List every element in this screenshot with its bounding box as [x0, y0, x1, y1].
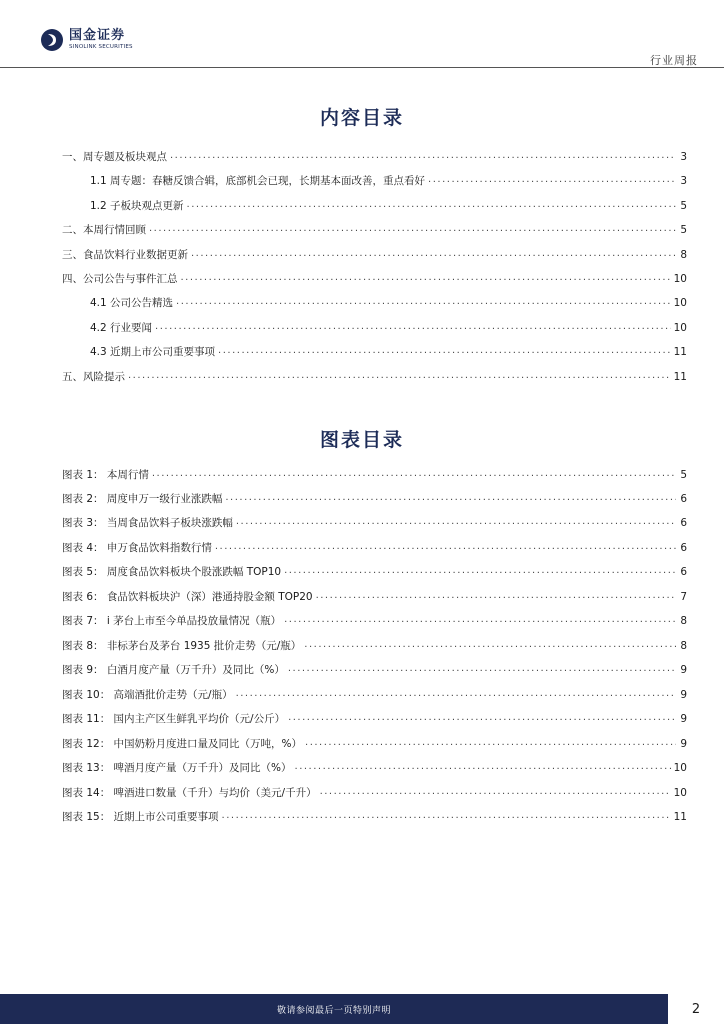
figure-item[interactable]: [62, 687, 687, 703]
sinolink-logo-icon: [40, 28, 64, 52]
toc-leader-dots: [288, 662, 676, 678]
toc-leader-dots: [191, 247, 676, 263]
figure-item-label: 图表 1： 本周行情: [62, 469, 149, 481]
toc-item[interactable]: [90, 295, 687, 311]
figure-item-label: 图表 15： 近期上市公司重要事项: [62, 811, 219, 823]
figure-item-page: 10: [673, 762, 687, 774]
toc-leader-dots: [225, 491, 676, 507]
figure-item-label: 图表 14： 啤酒进口数量（千升）与均价（美元/千升）: [62, 787, 317, 799]
report-type-label: 行业周报: [650, 54, 698, 67]
toc-leader-dots: [222, 809, 671, 825]
figure-item-label: 图表 13： 啤酒月度产量（万千升）及同比（%）: [62, 762, 292, 774]
figure-item-label: 图表 3： 当周食品饮料子板块涨跌幅: [62, 517, 233, 529]
figure-item[interactable]: [62, 564, 687, 580]
figure-item-page: 9: [680, 713, 687, 725]
toc-leader-dots: [305, 736, 676, 752]
figures-title: 图表目录: [319, 429, 404, 451]
logo-en-text: SINOLINK SECURITIES: [69, 44, 133, 51]
toc-item[interactable]: [90, 173, 687, 189]
toc-leader-dots: [288, 711, 676, 727]
toc-leader-dots: [284, 564, 676, 580]
toc-leader-dots: [181, 271, 671, 287]
toc-item-page: 5: [680, 224, 687, 236]
figure-item[interactable]: [62, 613, 687, 629]
figure-item[interactable]: [62, 736, 687, 752]
toc-item-page: 3: [680, 175, 687, 187]
company-logo: [40, 28, 133, 52]
toc-item[interactable]: [62, 149, 687, 165]
figure-item[interactable]: [62, 540, 687, 556]
toc-item-label: 四、公司公告与事件汇总: [62, 273, 178, 285]
toc-leader-dots: [128, 369, 671, 385]
toc-item-label: 二、本周行情回顾: [62, 224, 146, 236]
figure-item-label: 图表 10： 高端酒批价走势（元/瓶）: [62, 689, 233, 701]
figure-item[interactable]: [62, 785, 687, 801]
figure-item[interactable]: [62, 760, 687, 776]
toc-item-label: 1.2 子板块观点更新: [90, 200, 184, 212]
toc-leader-dots: [155, 320, 671, 336]
toc-leader-dots: [170, 149, 676, 165]
figure-item-page: 9: [680, 664, 687, 676]
figure-item[interactable]: [62, 638, 687, 654]
figure-item-page: 9: [680, 689, 687, 701]
toc-item-page: 3: [680, 151, 687, 163]
figure-item-page: 8: [680, 640, 687, 652]
toc-leader-dots: [187, 198, 676, 214]
toc-leader-dots: [218, 344, 671, 360]
figure-item-label: 图表 4： 申万食品饮料指数行情: [62, 542, 212, 554]
figure-item-label: 图表 12： 中国奶粉月度进口量及同比（万吨，%）: [62, 738, 303, 750]
toc-item-page: 5: [680, 200, 687, 212]
toc-leader-dots: [304, 638, 676, 654]
toc-leader-dots: [428, 173, 676, 189]
figure-item[interactable]: [62, 809, 687, 825]
toc-item-label: 五、风险提示: [62, 371, 125, 383]
figure-item-label: 图表 6： 食品饮料板块沪（深）港通持股金额 TOP20: [62, 591, 313, 603]
figure-item[interactable]: [62, 515, 687, 531]
toc-leader-dots: [236, 687, 676, 703]
header-divider: [0, 67, 724, 68]
figure-item[interactable]: [62, 467, 687, 483]
toc-item[interactable]: [62, 222, 687, 238]
toc-item[interactable]: [62, 271, 687, 287]
page-header: [0, 0, 724, 70]
logo-cn-text: 国金证券: [69, 28, 126, 44]
toc-leader-dots: [320, 785, 671, 801]
figure-item-page: 6: [680, 566, 687, 578]
toc-item[interactable]: [62, 247, 687, 263]
toc-item-label: 4.3 近期上市公司重要事项: [90, 346, 216, 358]
toc-item-page: 10: [673, 322, 687, 334]
figure-item-label: 图表 7： i 茅台上市至今单品投放量情况（瓶）: [62, 615, 282, 627]
figure-item-label: 图表 8： 非标茅台及茅台 1935 批价走势（元/瓶）: [62, 640, 302, 652]
figure-item-page: 6: [680, 493, 687, 505]
footer-page-number: 2: [691, 1001, 701, 1017]
figure-item-label: 图表 11： 国内主产区生鲜乳平均价（元/公斤）: [62, 713, 286, 725]
toc-item-label: 1.1 周专题：春糖反馈合辑，底部机会已现，长期基本面改善，重点看好: [90, 175, 426, 187]
figure-item-page: 6: [680, 542, 687, 554]
toc-item-page: 10: [673, 297, 687, 309]
figure-item-page: 6: [680, 517, 687, 529]
figure-item[interactable]: [62, 711, 687, 727]
toc-leader-dots: [149, 222, 676, 238]
figure-item-label: 图表 5： 周度食品饮料板块个股涨跌幅 TOP10: [62, 566, 282, 578]
figure-item-page: 9: [680, 738, 687, 750]
toc-leader-dots: [215, 540, 676, 556]
toc-item-page: 11: [673, 346, 687, 358]
toc-item-page: 8: [680, 249, 687, 261]
figure-item-page: 8: [680, 615, 687, 627]
toc-item-page: 10: [673, 273, 687, 285]
figure-item-page: 10: [673, 787, 687, 799]
toc-leader-dots: [295, 760, 671, 776]
figure-item-label: 图表 2： 周度申万一级行业涨跌幅: [62, 493, 223, 505]
toc-item[interactable]: [90, 320, 687, 336]
contents-title: 内容目录: [319, 107, 404, 129]
toc-leader-dots: [316, 589, 676, 605]
footer-disclaimer-text: 敬请参阅最后一页特别声明: [276, 1005, 391, 1016]
toc-item[interactable]: [90, 198, 687, 214]
toc-item-label: 一、周专题及板块观点: [62, 151, 167, 163]
footer-disclaimer-bar: [0, 994, 668, 1024]
toc-item-label: 三、食品饮料行业数据更新: [62, 249, 188, 261]
figure-item[interactable]: [62, 589, 687, 605]
toc-item-label: 4.1 公司公告精选: [90, 297, 174, 309]
toc-leader-dots: [236, 515, 676, 531]
toc-item-label: 4.2 行业要闻: [90, 322, 153, 334]
figure-item-page: 11: [673, 811, 687, 823]
figure-item[interactable]: [62, 662, 687, 678]
figure-item-label: 图表 9： 白酒月度产量（万千升）及同比（%）: [62, 664, 285, 676]
figure-item[interactable]: [62, 491, 687, 507]
toc-item-page: 11: [673, 371, 687, 383]
toc-leader-dots: [152, 467, 676, 483]
toc-item[interactable]: [62, 369, 687, 385]
toc-leader-dots: [176, 295, 671, 311]
figure-item-page: 7: [680, 591, 687, 603]
toc-leader-dots: [284, 613, 676, 629]
figure-item-page: 5: [680, 469, 687, 481]
toc-item[interactable]: [90, 344, 687, 360]
